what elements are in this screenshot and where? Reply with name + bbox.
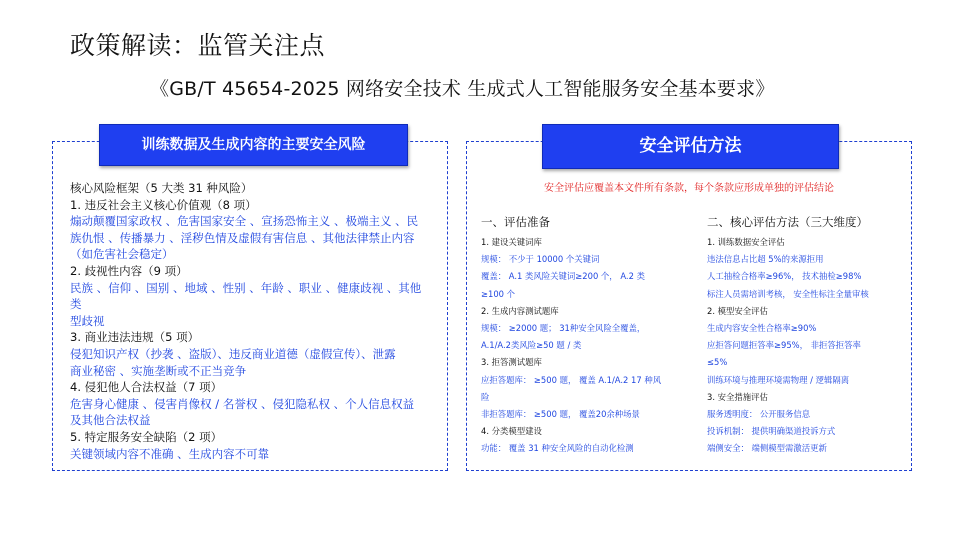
method-line: 标注人员需培训考核， 安全性标注全量审核 [707, 288, 869, 299]
assessment-prep-column [481, 213, 696, 458]
risk-detail-line: 族仇恨 、传播暴力 、淫秽色情及虚假有害信息 、其他法律禁止内容 [70, 230, 415, 245]
method-line: 生成内容安全性合格率≥90% [707, 323, 817, 334]
standard-subtitle: 《GB/T 45654-2025 网络安全技术 生成式人工智能服务安全基本要求》 [150, 78, 775, 100]
prep-line: 非拒答题库： ≥500 题， 覆盖20余种场景 [481, 409, 640, 420]
prep-line: 规模： 不少于 10000 个关键词 [481, 254, 600, 265]
risk-list [70, 180, 430, 462]
method-line: 端侧安全： 端侧模型需激活更新 [707, 443, 827, 454]
risk-detail-line: （如危害社会稳定） [70, 247, 174, 262]
risk-detail-line: 煽动颠覆国家政权 、危害国家安全 、宣扬恐怖主义 、极端主义 、民 [70, 214, 419, 229]
risk-detail-line: 侵犯知识产权（抄袭 、盗版）、违反商业道德（虚假宣传）、泄露 [70, 346, 396, 361]
prep-line: 3. 拒答测试题库 [481, 357, 542, 368]
risk-heading: 4. 侵犯他人合法权益（7 项） [70, 380, 223, 395]
prep-line: 2. 生成内容测试题库 [481, 305, 559, 316]
prep-line: A.1/A.2类风险≥50 题 / 类 [481, 340, 582, 351]
method-line: 3. 安全措施评估 [707, 391, 768, 402]
method-line: 1. 训练数据安全评估 [707, 237, 785, 247]
risk-detail-line: 商业秘密 、实施垄断或不正当竞争 [70, 363, 247, 378]
method-line: 投诉机制： 提供明确渠道投诉方式 [707, 426, 836, 437]
method-line: 应拒答问题拒答率≥95%， 非拒答拒答率 [707, 340, 861, 351]
prep-line: 功能： 覆盖 31 种安全风险的自动化检测 [481, 443, 634, 454]
method-line: 人工抽检合格率≥96%， 技术抽检≥98% [707, 271, 862, 282]
assessment-method-column [707, 213, 907, 458]
risk-framework: 核心风险框架（5 大类 31 种风险） [70, 181, 253, 195]
prep-line: 1. 建设关键词库 [481, 237, 542, 247]
prep-line: ≥100 个 [481, 288, 516, 299]
risk-detail-line: 关键领域内容不准确 、生成内容不可靠 [70, 446, 270, 461]
prep-line: 规模： ≥2000 题； 31种安全风险全覆盖， [481, 323, 646, 334]
method-line: 2. 模型安全评估 [707, 305, 768, 316]
column-heading: 二、核心评估方法（三大维度） [707, 215, 868, 229]
risk-heading: 5. 特定服务安全缺陷（2 项） [70, 429, 223, 444]
risk-detail-line: 危害身心健康 、侵害肖像权 / 名誉权 、侵犯隐私权 、个人信息权益 [70, 396, 415, 411]
method-line: 训练环境与推理环境需物理 / 逻辑隔离 [707, 374, 850, 385]
method-line: 违法信息占比超 5%的来源拒用 [707, 254, 824, 265]
prep-line: 险 [481, 391, 490, 402]
risk-detail-line: 民族 、信仰 、国别 、地域 、性别 、年龄 、职业 、健康歧视 、其他类 [70, 280, 422, 312]
assessment-notice: 安全评估应覆盖本文件所有条款，每个条款应形成单独的评估结论 [544, 183, 834, 194]
prep-line: 覆盖： A.1 类风险关键词≥200 个， A.2 类 [481, 271, 645, 282]
prep-line: 4. 分类模型建设 [481, 426, 542, 437]
prep-line: 应拒答题库： ≥500 题， 覆盖 A.1/A.2 17 种风 [481, 374, 662, 385]
risk-detail-line: 型歧视 [70, 313, 105, 328]
risk-heading: 1. 违反社会主义核心价值观（8 项） [70, 197, 257, 212]
slide-title: 政策解读：监管关注点 [70, 31, 326, 60]
method-line: ≤5% [707, 357, 728, 368]
column-heading: 一、评估准备 [481, 215, 550, 229]
risk-detail-line: 及其他合法权益 [70, 413, 151, 428]
risk-heading: 3. 商业违法违规（5 项） [70, 330, 200, 345]
risk-panel-header: 训练数据及生成内容的主要安全风险 [99, 124, 408, 166]
risk-heading: 2. 歧视性内容（9 项） [70, 263, 188, 278]
assessment-panel-header: 安全评估方法 [542, 124, 839, 169]
method-line: 服务透明度： 公开服务信息 [707, 409, 811, 420]
